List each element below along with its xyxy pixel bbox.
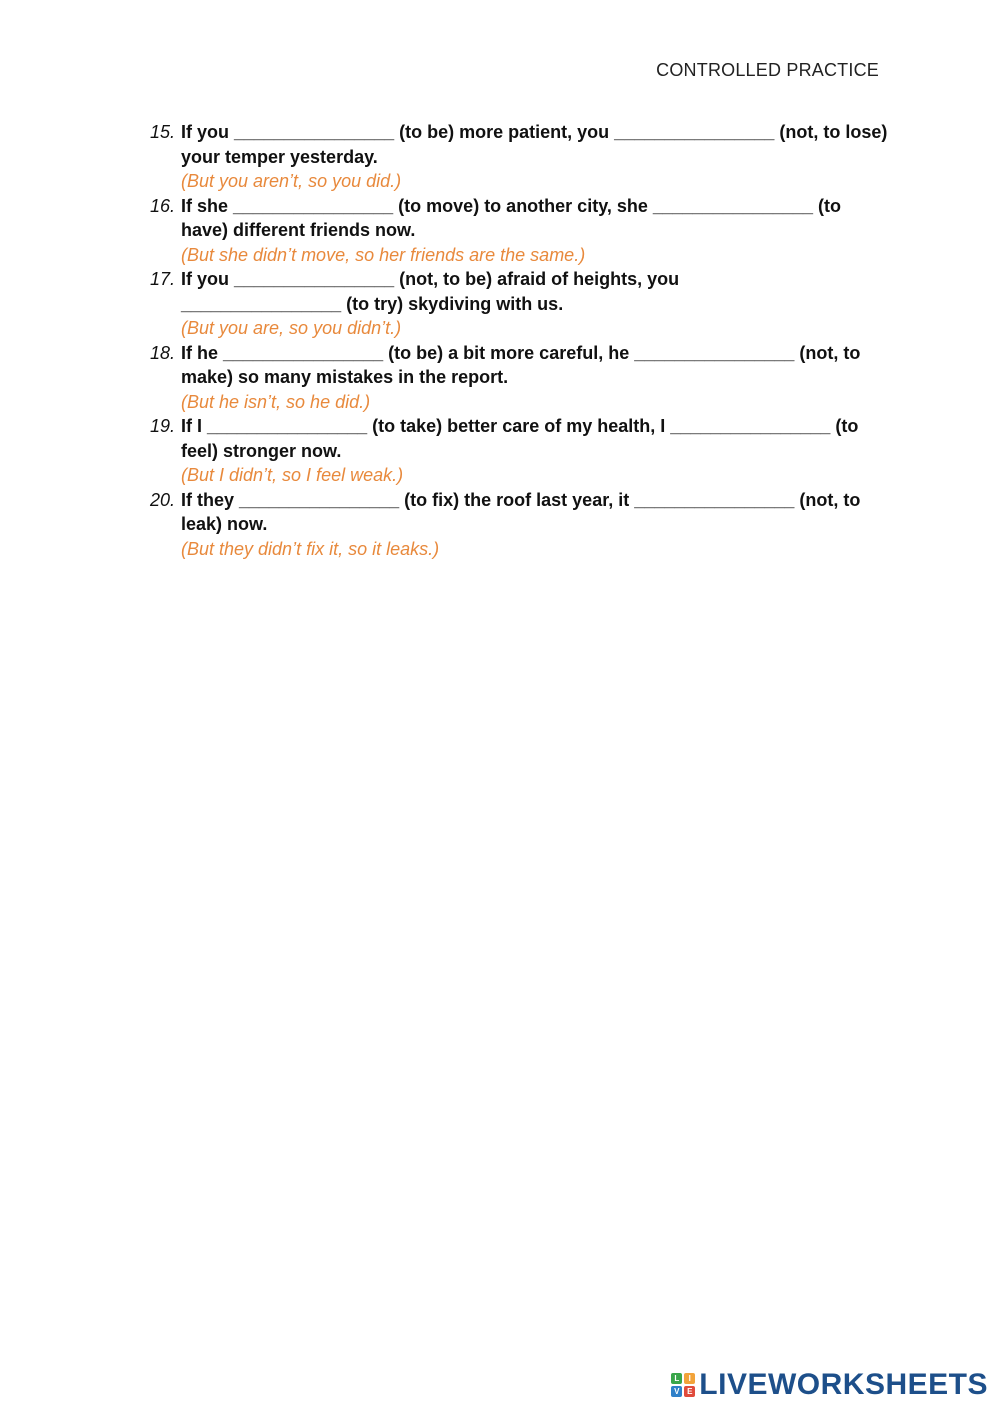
exercise-item (150, 194, 890, 268)
exercise-item (150, 488, 890, 562)
exercise-question: If I ________________ (to take) better care of my health, I ________________ (to feel) stronger now. (181, 416, 864, 461)
exercise-hint: (But I didn’t, so I feel weak.) (181, 465, 404, 485)
exercise-hint: (But he isn’t, so he did.) (181, 391, 371, 412)
exercise-question: If you ________________ (to be) more patient, you ________________ (not, to lose) your temper yesterday. (181, 122, 893, 167)
logo-mark-tile: L (671, 1373, 682, 1384)
exercise-number: 20. (150, 489, 176, 510)
exercise-body (181, 488, 890, 562)
exercise-number: 15. (150, 122, 176, 142)
logo-mark-tile: V (671, 1386, 682, 1397)
exercise-hint: (But they didn’t fix it, so it leaks.) (181, 538, 440, 559)
exercise-number: 19. (150, 416, 176, 436)
exercise-item (150, 267, 890, 341)
logo-mark-tile: I (684, 1373, 695, 1384)
logo-mark-tile: E (684, 1386, 695, 1397)
exercise-question: If they ________________ (to fix) the roof last year, it ________________ (not, to leak) now. (181, 489, 866, 534)
exercise-hint: (But you aren’t, so you did.) (181, 171, 402, 191)
liveworksheets-logo (671, 1368, 988, 1402)
exercise-hint: (But you are, so you didn’t.) (181, 318, 402, 338)
exercise-question: If he ________________ (to be) a bit more careful, he ________________ (not, to make) so many mistakes in the report. (181, 342, 866, 387)
exercise-body (181, 414, 890, 488)
exercise-item (150, 341, 890, 415)
exercise-hint: (But she didn’t move, so her friends are the same.) (181, 244, 586, 265)
exercise-question: If she ________________ (to move) to another city, she ________________ (to have) different friends now. (181, 195, 847, 240)
exercise-list (150, 120, 893, 561)
exercise-body (181, 120, 893, 194)
logo-mark-icon (671, 1373, 695, 1397)
exercise-body (181, 267, 890, 341)
exercise-number: 16. (150, 195, 176, 216)
exercise-item (150, 120, 893, 194)
exercise-question: If you ________________ (not, to be) afraid of heights, you ________________ (to try) skydiving with us. (181, 269, 680, 314)
exercise-body (181, 341, 890, 415)
exercise-item (150, 414, 890, 488)
exercise-body (181, 194, 890, 268)
logo-text: LIVEWORKSHEETS (699, 1368, 988, 1401)
exercise-number: 17. (150, 269, 176, 289)
section-title: CONTROLLED PRACTICE (656, 60, 879, 80)
exercise-number: 18. (150, 342, 176, 363)
